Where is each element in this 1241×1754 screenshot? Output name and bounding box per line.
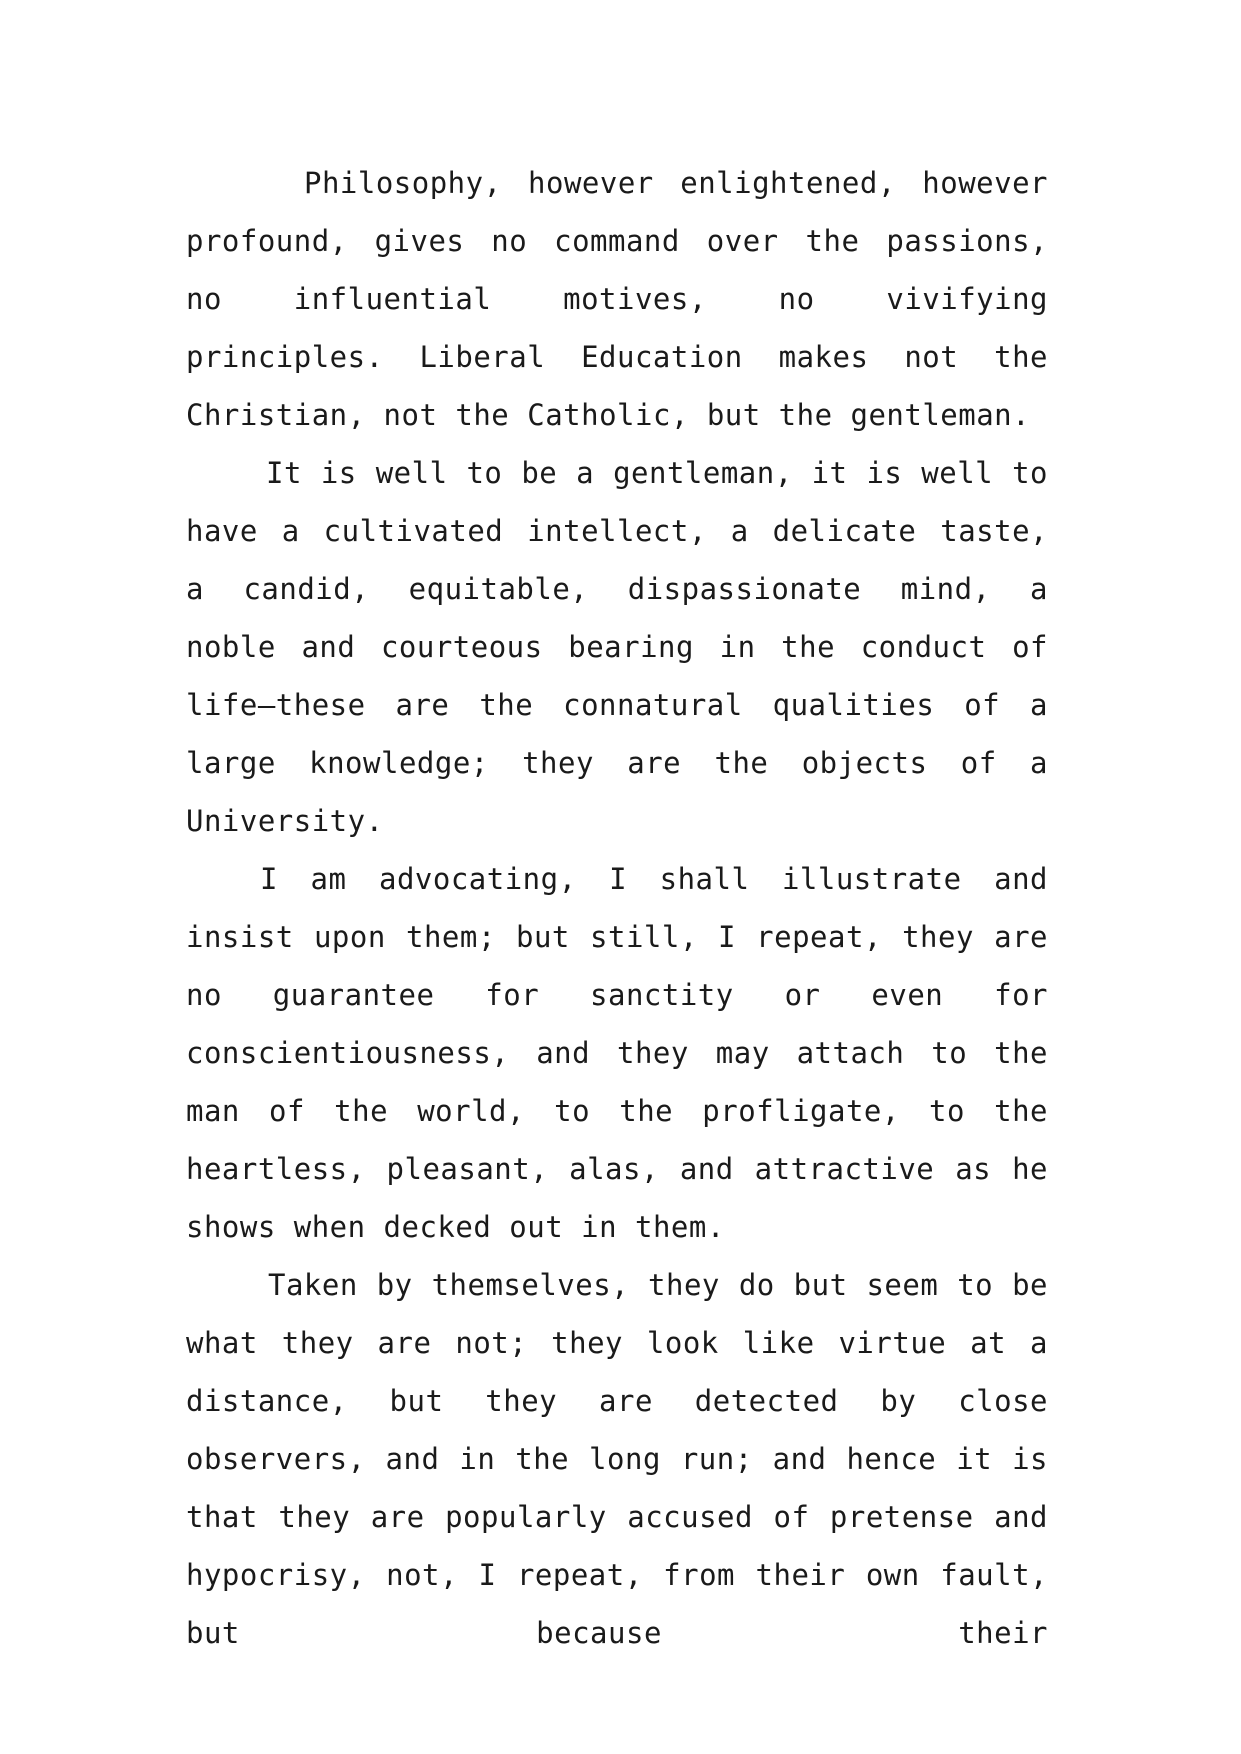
paragraph-2: It is well to be a gentleman, it is well to have a cultivated intellect, a delicate taste, a candid, equitable, dispassionate mind, a noble and courteous bearing in the conduct of life—these are the connatural qualities of a large knowledge; they are the objects of a University. [186,456,1048,838]
body-text [186,154,1048,1662]
paragraph-1: Philosophy, however enlightened, however profound, gives no command over the passions, no influential motives, no vivifying principles. Liberal Education makes not the Christian, not the Catholic, but the gentleman. [186,166,1048,432]
paragraph-4: Taken by themselves, they do but seem to be what they are not; they look like virtue at a distance, but they are detected by close observers, and in the long run; and hence it is that they are popularly accused of pretense and hypocrisy, not, I repeat, from their own fault, but because their [186,1268,1048,1650]
paragraph-3: I am advocating, I shall illustrate and insist upon them; but still, I repeat, they are no guarantee for sanctity or even for conscientiousness, and they may attach to the man of the world, to the profligate, to the heartless, pleasant, alas, and attractive as he shows when decked out in them. [186,862,1048,1244]
